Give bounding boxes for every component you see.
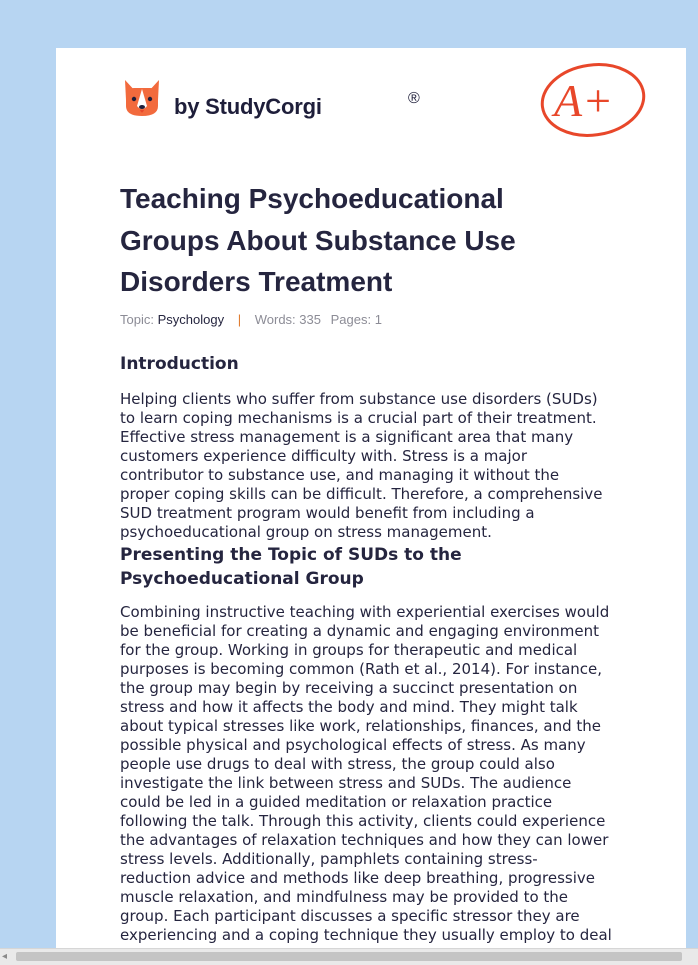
- text-line: about typical stresses like work, relationships, finances, and the: [120, 717, 601, 735]
- heading-line: Presenting the Topic of SUDs to the: [120, 545, 462, 565]
- section-heading-introduction: Introduction: [120, 354, 239, 374]
- brand-name: by StudyCorgi: [174, 94, 322, 119]
- document-title: [120, 178, 640, 303]
- topic-link[interactable]: Psychology: [157, 312, 225, 327]
- text-line: proper coping skills can be difficult. Therefore, a comprehensive: [120, 485, 603, 503]
- title-line: Teaching Psychoeducational: [120, 183, 504, 214]
- text-line: stress and how it affects the body and mind. They might talk: [120, 698, 578, 716]
- topic-label: Topic:: [120, 312, 154, 327]
- words-value: 335: [299, 312, 321, 327]
- text-line: to learn coping mechanisms is a crucial part of their treatment.: [120, 409, 597, 427]
- text-line: contributor to substance use, and managing it without the: [120, 466, 560, 484]
- text-line: Helping clients who suffer from substance use disorders (SUDs): [120, 390, 598, 408]
- text-line: customers experience difficulty with. Stress is a major: [120, 447, 528, 465]
- text-line: reduction advice and methods like deep breathing, progressive: [120, 869, 596, 887]
- pages-value: 1: [374, 312, 382, 327]
- text-line: investigate the link between stress and SUDs. The audience: [120, 774, 572, 792]
- corgi-icon: [122, 76, 162, 120]
- text-line: could be led in a guided meditation or relaxation practice: [120, 793, 553, 811]
- registered-mark: ®: [408, 90, 420, 107]
- title-line: Disorders Treatment: [120, 266, 393, 297]
- document-body: [120, 352, 640, 945]
- scroll-left-arrow-icon[interactable]: ◂: [2, 951, 8, 962]
- scrollbar-thumb[interactable]: [16, 952, 682, 961]
- text-line: muscle relaxation, and mindfulness may be provided to the: [120, 888, 569, 906]
- text-line: for the group. Working in groups for therapeutic and medical: [120, 641, 578, 659]
- title-line: Groups About Substance Use: [120, 224, 516, 256]
- text-line: stress levels. Additionally, pamphlets containing stress-: [120, 850, 538, 868]
- text-line: the advantages of relaxation techniques and how they can lower: [120, 831, 609, 849]
- text-line: purposes is becoming common (Rath et al., 2014). For instance,: [120, 660, 603, 678]
- studycorgi-logo[interactable]: [122, 76, 420, 126]
- text-line: group. Each participant discusses a specific stressor they are: [120, 907, 580, 925]
- horizontal-scrollbar[interactable]: [0, 948, 698, 965]
- section-heading-presenting: [120, 543, 640, 591]
- grade-text: A+: [554, 75, 614, 126]
- text-line: possible physical and psychological effects of stress. As many: [120, 736, 586, 754]
- words-label: Words:: [254, 312, 296, 327]
- document-meta: [120, 312, 382, 327]
- text-line: experiencing and a coping technique they usually employ to deal: [120, 926, 612, 944]
- text-line: psychoeducational group on stress management.: [120, 523, 492, 541]
- pages-label: Pages:: [330, 312, 372, 327]
- text-line: the group may begin by receiving a succinct presentation on: [120, 679, 578, 697]
- text-line: be beneficial for creating a dynamic and engaging environment: [120, 622, 600, 640]
- text-line: SUD treatment program would benefit from including a: [120, 504, 535, 522]
- meta-separator: |: [237, 312, 242, 327]
- document-page: [56, 48, 686, 952]
- text-line: Combining instructive teaching with experiential exercises would: [120, 603, 610, 621]
- text-line: following the talk. Through this activity, clients could experience: [120, 812, 606, 830]
- text-line: Effective stress management is a significant area that many: [120, 428, 574, 446]
- introduction-paragraph: [120, 390, 640, 542]
- presenting-paragraph: [120, 603, 640, 945]
- heading-line: Psychoeducational Group: [120, 569, 364, 589]
- grade-a-plus-badge: [538, 58, 650, 140]
- text-line: people use drugs to deal with stress, the group could also: [120, 755, 555, 773]
